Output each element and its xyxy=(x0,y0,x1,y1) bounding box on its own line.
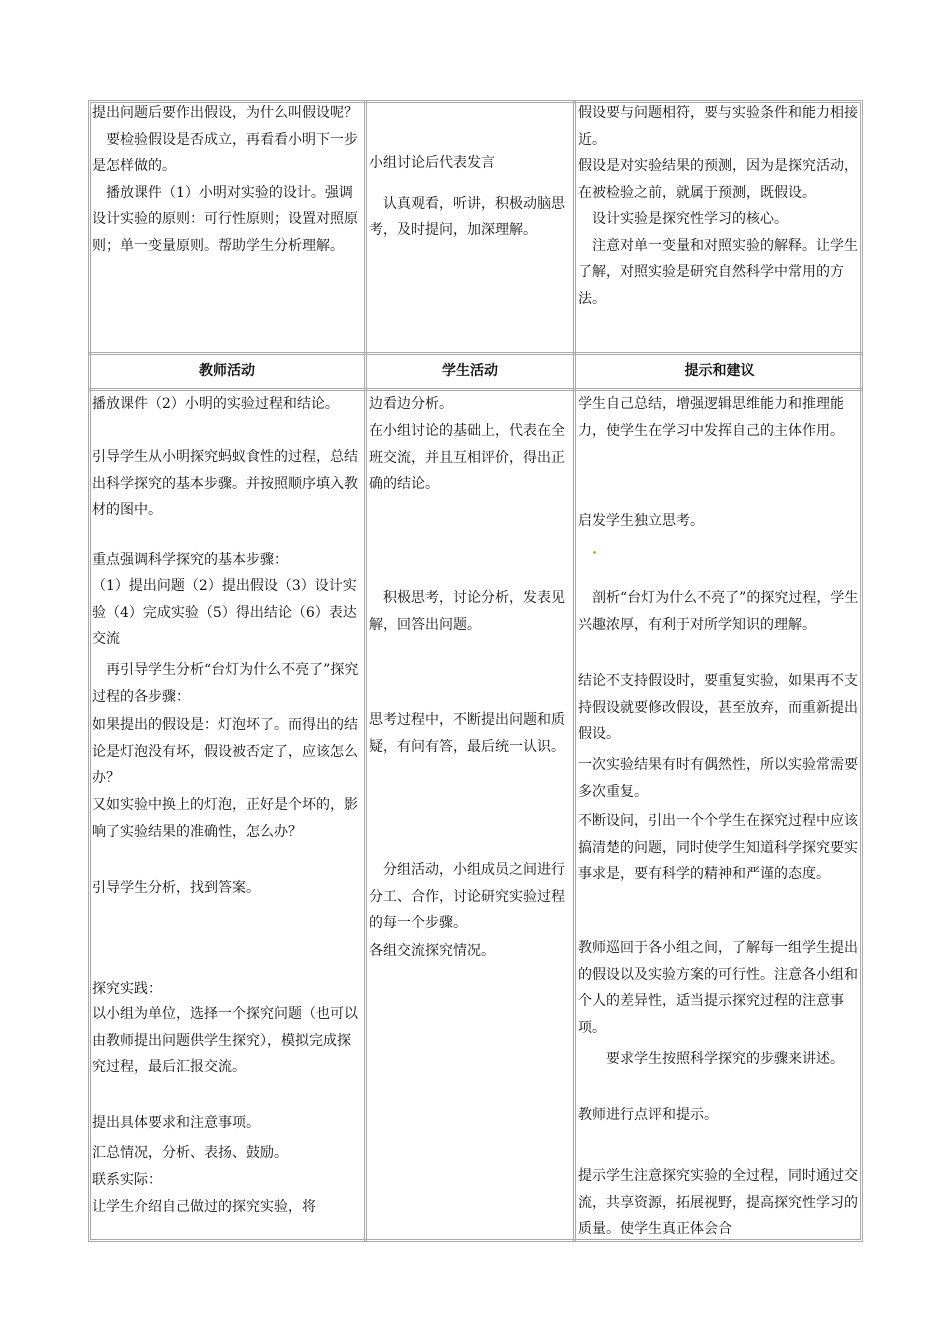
paragraph: 设计实验是探究性学习的核心。 xyxy=(578,211,788,227)
body-tips-g: 教师巡回于各小组之间，了解每一组学生提出的假设以及实验方案的可行性。注意各小组和个人的差异性，适当提示探究过程的注意事项。 xyxy=(578,940,858,1036)
body-teacher-e: 再引导学生分析“台灯为什么不亮了”探究过程的各步骤： xyxy=(92,662,359,705)
body-student-d: 思考过程中，不断提出问题和质疑，有问有答，最后统一认识。 xyxy=(369,712,565,755)
header-tips: 提示和建议 xyxy=(684,363,755,379)
body-teacher-d: （1）提出问题（2）提出假设（3）设计实验（4）完成实验（5）得出结论（6）表达交流 xyxy=(92,578,357,647)
paragraph: 假设要与问题相符，要与实验条件和能力相接近。 xyxy=(578,105,858,148)
body-tips-f: 不断设问，引出一个个学生在探究过程中应该搞清楚的问题，同时使学生知道科学探究要实事求是，要有科学的精神和严谨的态度。 xyxy=(578,813,858,882)
body-tips-b: 启发学生独立思考。 xyxy=(578,513,704,529)
column-divider xyxy=(573,100,576,1242)
body-student-e: 分组活动，小组成员之间进行分工、合作，讨论研究实验过程的每一个步骤。 xyxy=(369,862,565,931)
body-teacher-a: 播放课件（2）小明的实验过程和结论。 xyxy=(92,396,339,412)
body-teacher-k: 提出具体要求和注意事项。 xyxy=(92,1115,260,1131)
paragraph: 播放课件（1）小明对实验的设计。强调设计实验的原则：可行性原则；设置对照原则；单一变量原则。帮助学生分析理解。 xyxy=(92,184,358,254)
body-student-c: 积极思考，讨论分析，发表见解，回答出问题。 xyxy=(369,590,565,633)
top-student-cell xyxy=(369,150,571,244)
body-tips-j: 提示学生注意探究实验的全过程，同时通过交流，共享资源，拓展视野，提高探究性学习的质量。使学生真正体会合 xyxy=(578,1168,858,1237)
paragraph: 小组讨论后代表发言 xyxy=(369,155,495,171)
body-teacher-n: 让学生介绍自己做过的探究实验，将 xyxy=(92,1199,316,1215)
body-tips-h: 要求学生按照科学探究的步骤来讲述。 xyxy=(578,1051,844,1067)
body-student-a: 边看边分析。 xyxy=(369,396,453,412)
top-teacher-cell xyxy=(92,100,362,259)
body-student-f: 各组交流探究情况。 xyxy=(369,943,495,959)
body-tips-c: 剖析“台灯为什么不亮了”的探究过程，学生兴趣浓厚，有利于对所学知识的理解。 xyxy=(578,590,859,633)
paragraph: 认真观看，听讲，积极动脑思考，及时提问，加深理解。 xyxy=(369,195,565,238)
header-student: 学生活动 xyxy=(442,363,498,379)
body-tips-d: 结论不支持假设时，要重复实验，如果再不支持假设就要修改假设，甚至放弃，而重新提出假设。 xyxy=(578,673,858,742)
top-tips-cell xyxy=(578,100,861,312)
paragraph: 注意对单一变量和对照实验的解释。让学生了解，对照实验是研究自然科学中常用的方法。 xyxy=(578,237,858,307)
body-teacher-g: 又如实验中换上的灯泡，正好是个坏的，影响了实验结果的准确性，怎么办？ xyxy=(92,797,358,840)
body-teacher-h: 引导学生分析，找到答案。 xyxy=(92,880,260,896)
body-teacher-j: 以小组为单位，选择一个探究问题（也可以由教师提出问题供学生探究），模拟完成探究过程，最后汇报交流。 xyxy=(92,1006,358,1075)
row-divider xyxy=(88,352,863,355)
paragraph: 提出问题后要作出假设，为什么叫假设呢？ xyxy=(92,105,358,121)
body-teacher-i: 探究实践： xyxy=(92,981,162,997)
paragraph: 要检验假设是否成立，再看看小明下一步是怎样做的。 xyxy=(92,131,358,174)
body-teacher-b: 引导学生从小明探究蚂蚁食性的过程，总结出科学探究的基本步骤。并按照顺序填入教材的图中。 xyxy=(92,449,358,518)
paragraph: 假设是对实验结果的预测，因为是探究活动，在被检验之前，就属于预测，既假设。 xyxy=(578,158,858,201)
body-teacher-f: 如果提出的假设是：灯泡坏了。而得出的结论是灯泡没有坏，假设被否定了，应该怎么办？ xyxy=(92,717,358,786)
body-tips-a: 学生自己总结，增强逻辑思维能力和推理能力，使学生在学习中发挥自己的主体作用。 xyxy=(578,396,844,439)
body-tips-i: 教师进行点评和提示。 xyxy=(578,1107,718,1123)
column-divider xyxy=(364,100,367,1242)
body-teacher-l: 汇总情况，分析、表扬、鼓励。 xyxy=(92,1145,288,1161)
body-teacher-m: 联系实际： xyxy=(92,1172,162,1188)
header-teacher: 教师活动 xyxy=(199,363,255,379)
body-student-b: 在小组讨论的基础上，代表在全班交流，并且互相评价，得出正确的结论。 xyxy=(369,423,565,492)
body-tips-e: 一次实验结果有时有偶然性，所以实验常需要多次重复。 xyxy=(578,757,858,800)
stray-mark xyxy=(593,551,596,554)
body-teacher-c: 重点强调科学探究的基本步骤： xyxy=(92,552,288,568)
